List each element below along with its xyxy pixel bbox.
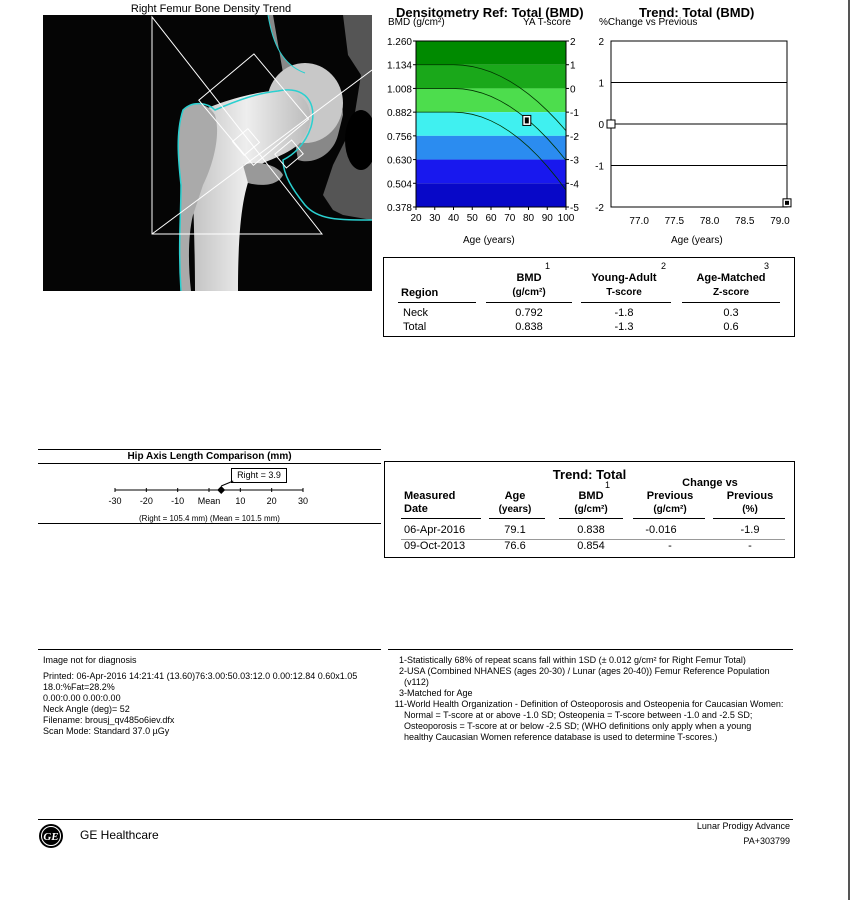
trend-table xyxy=(384,461,795,558)
trend-table-title: Trend: Total xyxy=(552,467,627,482)
hip-axis-tick: Mean xyxy=(197,496,221,506)
footnote-text: Osteoporosis = T-score at or below -2.5 SD; (WHO definitions only apply when a young xyxy=(404,721,752,731)
footnote-num xyxy=(388,732,404,743)
bmd-header: BMD xyxy=(578,490,604,502)
tscore-tick: -3 xyxy=(570,155,579,167)
footnote-num xyxy=(388,721,404,732)
region-row-label: Total xyxy=(403,321,427,333)
prev-g-unit: (g/cm²) xyxy=(653,504,687,515)
tscore-tick: -5 xyxy=(570,203,579,214)
info-rule-right xyxy=(388,649,793,650)
hip-axis-title-rule xyxy=(38,463,381,464)
bmd-x-tick: 90 xyxy=(541,213,553,224)
bmd-y-tick: 0.882 xyxy=(386,108,412,120)
zeros-line: 0.00:0.00 0.00:0.00 xyxy=(43,693,121,703)
hip-axis-bottom-rule xyxy=(38,523,381,524)
footer-rule xyxy=(38,819,793,820)
trend-x-tick: 77.0 xyxy=(629,216,649,227)
femur-scan-image xyxy=(43,15,372,291)
age-header: Age xyxy=(504,490,526,502)
footnote-marker-1: 1 xyxy=(545,261,551,271)
measured-header: Measured xyxy=(404,490,456,502)
trend-row-date: 09-Oct-2013 xyxy=(404,540,466,552)
hip-axis-marker xyxy=(217,486,225,494)
trend-chart xyxy=(585,28,800,258)
bmd-y-tick: 0.756 xyxy=(386,131,412,143)
tscore-band xyxy=(416,88,566,112)
footnote-text: -World Health Organization - Definition of Osteoporosis and Osteopenia for Caucasian Women: xyxy=(404,699,784,709)
not-for-diagnosis: Image not for diagnosis xyxy=(43,655,137,665)
footnote-num: 11 xyxy=(394,699,404,709)
bmd-y-tick: 0.504 xyxy=(386,179,412,191)
trend-x-tick: 78.5 xyxy=(735,216,755,227)
bmd-x-tick: 100 xyxy=(557,213,575,224)
fat-line: 18.0:%Fat=28.2% xyxy=(43,682,115,692)
trend-row-prev-g: -0.016 xyxy=(645,524,677,536)
hip-axis-summary: (Right = 105.4 mm) (Mean = 101.5 mm) xyxy=(139,514,280,523)
hip-axis-pointer xyxy=(221,481,233,486)
trend-chart-title: Trend: Total (BMD) xyxy=(639,5,755,20)
tscore-band xyxy=(416,41,566,65)
bmd-x-tick: 80 xyxy=(522,213,535,224)
trend-x-tick: 79.0 xyxy=(770,216,790,227)
col-zscore-unit: Z-score xyxy=(712,287,750,298)
trend-row-age: 79.1 xyxy=(504,524,526,536)
region-row-bmd: 0.838 xyxy=(515,321,543,333)
footnote-marker-2: 2 xyxy=(661,261,667,271)
neck-angle: Neck Angle (deg)= 52 xyxy=(43,704,130,714)
device-id: PA+303799 xyxy=(743,836,790,846)
bmd-x-tick: 20 xyxy=(410,213,422,224)
image-title: Right Femur Bone Density Trend xyxy=(130,3,292,15)
trend-footnote-marker: 1 xyxy=(605,480,611,490)
tscore-band xyxy=(416,183,566,207)
trend-y-tick: 1 xyxy=(598,78,604,90)
footnote-text: Normal = T-score at or above -1.0 SD; Osteopenia = T-score between -1.0 and -2.5 SD; xyxy=(404,710,753,720)
hip-axis-top-rule xyxy=(38,449,381,450)
ge-logo-icon xyxy=(38,823,64,854)
trend-point-core xyxy=(785,201,789,205)
col-tscore-unit: T-score xyxy=(606,287,642,298)
trend-row-prev-g: - xyxy=(668,540,672,552)
trend-y-axis-label: %Change vs Previous xyxy=(599,17,698,28)
device-name: Lunar Prodigy Advance xyxy=(696,821,790,831)
bmd-y-tick: 0.378 xyxy=(386,203,412,214)
svg-text:GE: GE xyxy=(43,831,59,843)
hip-axis-tick: 20 xyxy=(266,496,277,506)
footnote-text: -Statistically 68% of repeat scans fall within 1SD (± 0.012 g/cm² for Right Femur Total) xyxy=(404,655,746,665)
col-region-header: Region xyxy=(401,287,439,299)
date-header: Date xyxy=(404,503,428,515)
printed-line: Printed: 06-Apr-2016 14:21:41 (13.60)76:3.00:50.03:12.0 0.00:12.84 0.60x1.05 xyxy=(43,671,358,681)
age-unit: (years) xyxy=(498,504,532,515)
region-row-tscore: -1.3 xyxy=(614,321,634,333)
prev-g-header: Previous xyxy=(646,490,694,502)
hip-axis-tick: -10 xyxy=(171,496,185,506)
tscore-tick: -4 xyxy=(570,179,579,191)
bmd-x-tick: 40 xyxy=(447,213,460,224)
bmd-x-tick: 70 xyxy=(504,213,516,224)
tscore-tick: -2 xyxy=(570,131,579,143)
bmd-x-tick: 60 xyxy=(485,213,497,224)
hip-axis-scale xyxy=(100,480,320,515)
bmd-y-tick: 1.260 xyxy=(386,37,412,48)
region-row-bmd: 0.792 xyxy=(515,307,543,319)
info-rule-left xyxy=(38,649,381,650)
region-row-zscore: 0.3 xyxy=(723,307,739,319)
footnotes xyxy=(388,655,798,743)
footnote-num xyxy=(388,677,404,688)
tscore-tick: -1 xyxy=(570,108,579,120)
tscore-band xyxy=(416,136,566,160)
trend-y-tick: -1 xyxy=(595,161,604,173)
footnote-text: (v112) xyxy=(404,677,429,687)
footnote-num xyxy=(388,710,404,721)
trend-y-tick: 2 xyxy=(598,37,604,48)
tscore-axis-label: YA T-score xyxy=(523,17,571,28)
patient-bmd-point-core xyxy=(525,117,529,123)
trend-x-tick: 78.0 xyxy=(699,216,720,227)
prev-p-unit: (%) xyxy=(742,504,758,515)
region-row-zscore: 0.6 xyxy=(723,321,739,333)
trend-y-tick: -2 xyxy=(595,203,604,214)
trend-x-axis-label: Age (years) xyxy=(671,235,723,246)
trend-y-tick: 0 xyxy=(598,120,604,131)
tscore-tick: 0 xyxy=(570,84,576,96)
scan-info xyxy=(43,655,383,737)
filename: Filename: brousj_qv485o6iev.dfx xyxy=(43,715,175,725)
tscore-tick: 2 xyxy=(570,37,576,48)
trend-x-tick: 77.5 xyxy=(664,216,685,227)
trend-row-prev-p: - xyxy=(748,540,752,552)
tscore-band xyxy=(416,112,566,136)
bmd-x-tick: 50 xyxy=(466,213,478,224)
bmd-chart xyxy=(350,28,590,258)
bmd-x-axis-label: Age (years) xyxy=(463,235,515,246)
page-edge xyxy=(848,0,850,900)
footnote-num: 1 xyxy=(398,655,404,665)
scan-mode: Scan Mode: Standard 37.0 µGy xyxy=(43,726,170,736)
hip-axis-tick: 10 xyxy=(235,496,246,506)
col-bmd-header: BMD xyxy=(516,272,542,284)
bmd-y-axis-label: BMD (g/cm²) xyxy=(388,17,445,28)
change-vs-header: Change vs xyxy=(682,477,738,489)
tscore-band xyxy=(416,65,566,89)
footnote-text: -USA (Combined NHANES (ages 20-30) / Lunar (ages 20-40)) Femur Reference Population xyxy=(404,666,770,676)
hip-axis-right-value: Right = 3.9 xyxy=(231,468,287,483)
region-row-tscore: -1.8 xyxy=(614,307,634,319)
bmd-unit: (g/cm²) xyxy=(574,504,608,515)
trend-row-bmd: 0.838 xyxy=(577,524,605,536)
bmd-x-tick: 30 xyxy=(429,213,441,224)
footnote-text: -Matched for Age xyxy=(404,688,473,698)
footnote-text: healthy Caucasian Women reference database is used to determine T-scores.) xyxy=(404,732,718,742)
hip-axis-title: Hip Axis Length Comparison (mm) xyxy=(127,451,292,462)
trend-row-age: 76.6 xyxy=(504,540,526,552)
footnote-num: 2 xyxy=(398,666,404,676)
brand-name: GE Healthcare xyxy=(80,828,159,842)
hip-axis-tick: 30 xyxy=(297,496,309,506)
tscore-tick: 1 xyxy=(570,60,576,72)
tscore-band xyxy=(416,160,566,184)
region-results-table xyxy=(383,257,795,337)
bmd-chart-title: Densitometry Ref: Total (BMD) xyxy=(396,5,584,20)
trend-row-bmd: 0.854 xyxy=(577,540,605,552)
col-tscore-header: Young-Adult xyxy=(591,272,657,284)
hip-axis-tick: -20 xyxy=(139,496,153,506)
bmd-y-tick: 1.008 xyxy=(386,84,412,96)
prev-p-header: Previous xyxy=(726,490,774,502)
region-row-label: Neck xyxy=(403,307,429,319)
bmd-y-tick: 0.630 xyxy=(386,155,412,167)
hip-axis-tick: -30 xyxy=(108,496,122,506)
trend-row-prev-p: -1.9 xyxy=(740,524,760,536)
col-bmd-unit: (g/cm²) xyxy=(512,287,546,298)
bmd-y-tick: 1.134 xyxy=(386,60,412,72)
col-zscore-header: Age-Matched xyxy=(696,272,766,284)
footnote-marker-3: 3 xyxy=(764,261,770,271)
footnote-num: 3 xyxy=(398,688,404,698)
trend-row-date: 06-Apr-2016 xyxy=(404,524,466,536)
trend-point xyxy=(607,120,615,128)
